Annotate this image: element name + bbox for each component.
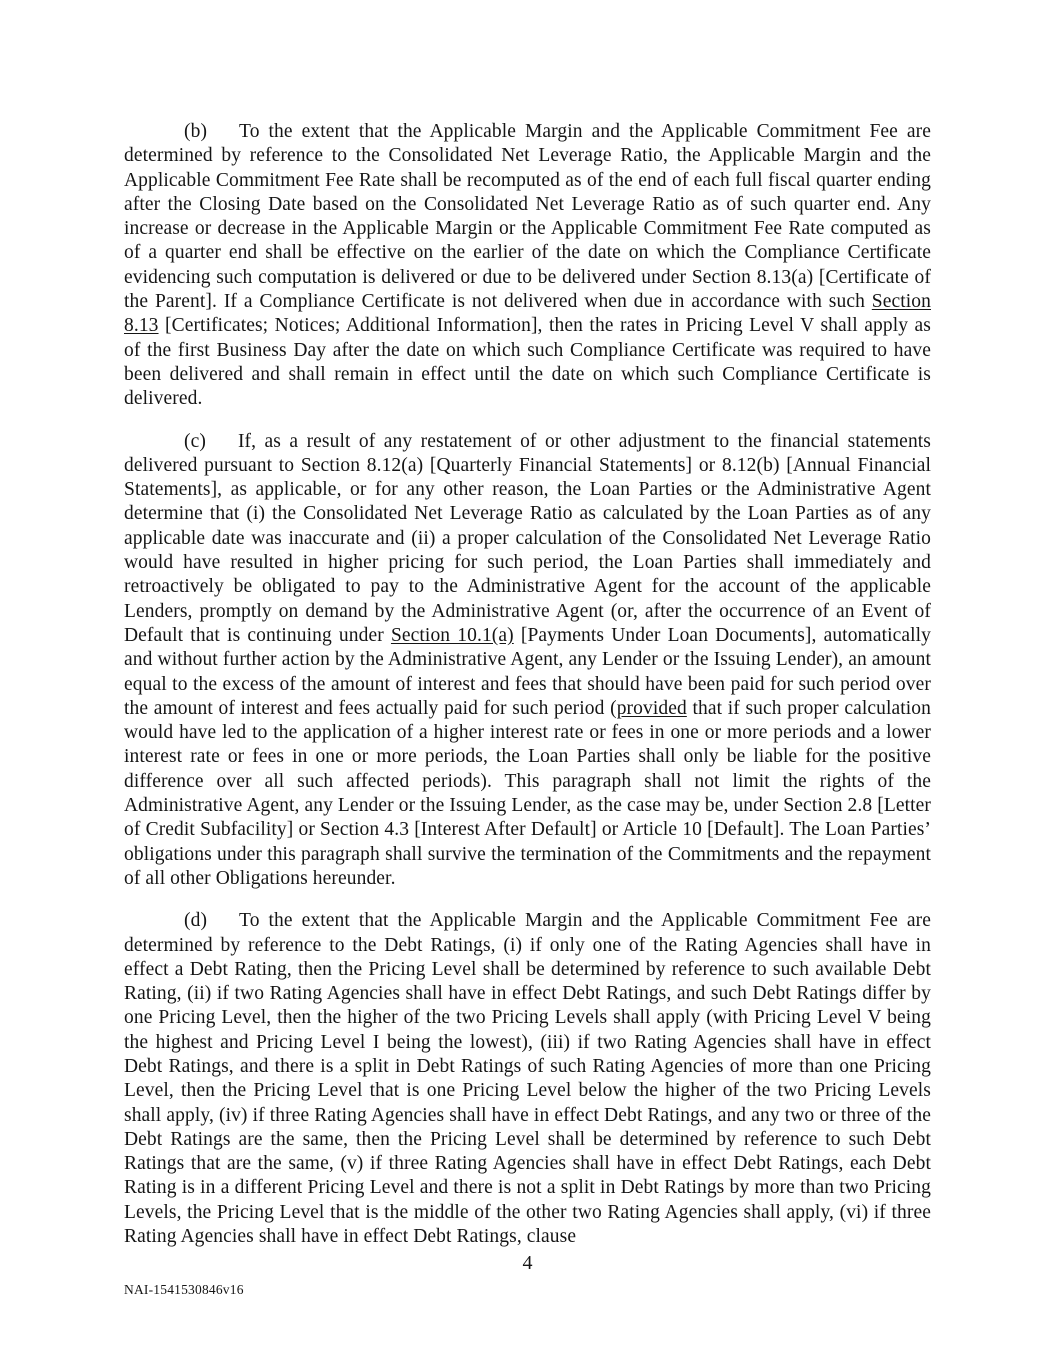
document-id-footer: NAI-1541530846v16 xyxy=(124,1282,244,1297)
paragraph-d xyxy=(124,909,931,1249)
paragraph-c xyxy=(124,430,931,892)
paragraph-b xyxy=(124,120,931,412)
document-body xyxy=(124,120,931,1249)
page-number: 4 xyxy=(522,1252,533,1274)
paragraph-c-text: If, as a result of any restatement of or other adjustment to the financial statements delivered pursuant to Section 8.12(a) [Quarterly Financial Statements] or 8.12(b) [Annual Financial Statements], as applicable, or for any other reason, the Loan Parties or the Administrative Agent determine that (i) the Consolidated Net Leverage Ratio as calculated by the Loan Parties as of any applicable date was inaccurate and (ii) a proper calculation of the Consolidated Net Leverage Ratio would have resulted in higher pricing for such period, the Loan Parties shall immediately and retroactively be obligated to pay to the Administrative Agent for the account of the applicable Lenders, promptly on demand by the Administrative Agent (or, after the occurrence of an Event of Default that is continuing under Section 10.1(a) [Payments Under Loan Documents], automatically and without further action by the Administrative Agent, any Lender or the Issuing Lender), an amount equal to the excess of the amount of interest and fees that should have been paid for such period over the amount of interest and fees actually paid for such period (provided that if such proper calculation would have led to the application of a higher interest rate or fees in one or more periods and a lower interest rate or fees in one or more periods, the Loan Parties shall only be liable for the positive difference over all such affected periods). This paragraph shall not limit the rights of the Administrative Agent, any Lender or the Issuing Lender, as the case may be, under Section 2.8 [Letter of Credit Subfacility] or Section 4.3 [Interest After Default] or Article 10 [Default]. The Loan Parties’ obligations under this paragraph shall survive the termination of the Commitments and the repayment of all other Obligations hereunder. xyxy=(124,430,932,889)
paragraph-c-label: (c) xyxy=(184,430,206,452)
paragraph-d-text: To the extent that the Applicable Margin and the Applicable Commitment Fee are determined by reference to the Debt Ratings, (i) if only one of the Rating Agencies shall have in effect a Debt Rating, then the Pricing Level shall be determined by reference to such available Debt Rating, (ii) if two Rating Agencies shall have in effect Debt Ratings, and such Debt Ratings differ by one Pricing Level, then the higher of the two Pricing Levels shall apply (with Pricing Level V being the highest and Pricing Level I being the lowest), (iii) if two Rating Agencies shall have in effect Debt Ratings, and there is a split in Debt Ratings of such Rating Agencies of more than one Pricing Level, then the Pricing Level that is one Pricing Level below the higher of the two Pricing Levels shall apply, (iv) if three Rating Agencies shall have in effect Debt Ratings, and any two or three of the Debt Ratings are the same, then the Pricing Level shall be determined by reference to such Debt Ratings that are the same, (v) if three Rating Agencies shall have in effect Debt Ratings, each Debt Rating is in a different Pricing Level and there is not a split in Debt Ratings by more than two Pricing Levels, the Pricing Level that is the middle of the other two Rating Agencies shall apply, (vi) if three Rating Agencies shall have in effect Debt Ratings, clause xyxy=(124,910,931,1248)
paragraph-b-label: (b) xyxy=(184,121,208,142)
paragraph-b-text: To the extent that the Applicable Margin and the Applicable Commitment Fee are determined by reference to the Consolidated Net Leverage Ratio, the Applicable Margin and the Applicable Commitment Fee Rate shall be recomputed as of the end of each full fiscal quarter ending after the Closing Date based on the Consolidated Net Leverage Ratio as of such quarter end. Any increase or decrease in the Applicable Margin or the Applicable Commitment Fee Rate computed as of a quarter end shall be effective on the earlier of the date on which the Compliance Certificate evidencing such computation is delivered or due to be delivered under Section 8.13(a) [Certificate of the Parent]. If a Compliance Certificate is not delivered when due in accordance with such Section 8.13 [Certificates; Notices; Additional Information], then the rates in Pricing Level V shall apply as of the first Business Day after the date on which such Compliance Certificate was required to have been delivered and shall remain in effect until the date on which such Compliance Certificate is delivered. xyxy=(124,121,931,410)
paragraph-d-label: (d) xyxy=(184,910,208,932)
